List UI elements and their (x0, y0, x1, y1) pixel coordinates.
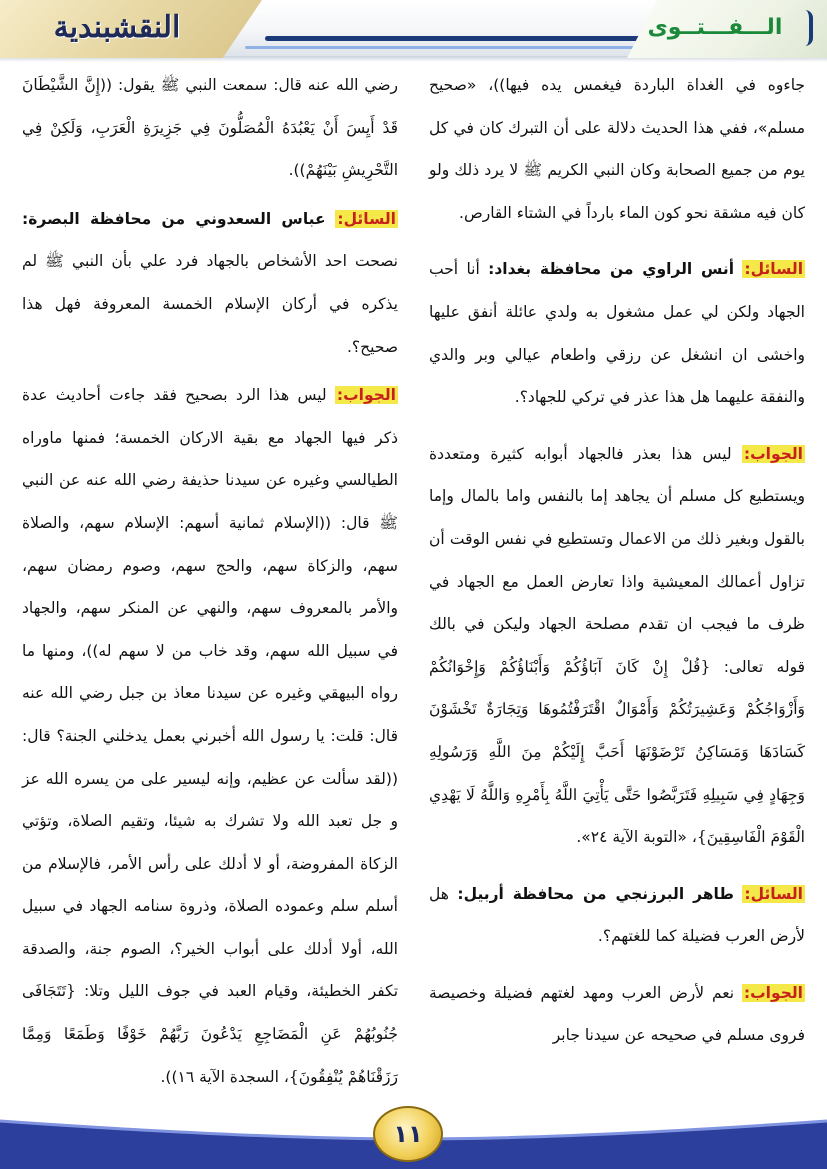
paragraph-text: رضي الله عنه قال: سمعت النبي ﷺ يقول: ((إِنَّ الشَّيْطَانَ قَدْ أَيِسَ أَنْ يَعْبُدَهُ الْمُصَلُّونَ فِي جَزِيرَةِ الْعَرَبِ، وَلَكِنْ فِي التَّحْرِيشِ بَيْنَهُمْ)). (22, 76, 398, 180)
asker-name: طاهر البرزنجي من محافظة أربيل: (457, 884, 734, 903)
continued-paragraph (429, 64, 805, 234)
left-column (22, 64, 398, 1098)
quran-verse: {قُلْ إِنْ كَانَ آبَاؤُكُمْ وَأَبْنَاؤُكُمْ وَإِخْوَانُكُمْ وَأَزْوَاجُكُمْ وَعَشِيرَتُكُمْ وَأَمْوَالٌ اقْتَرَفْتُمُوهَا وَتِجَارَةٌ تَخْشَوْنَ كَسَادَهَا وَمَسَاكِنُ تَرْضَوْنَهَا أَحَبَّ إِلَيْكُمْ مِنَ اللَّهِ وَرَسُولِهِ وَجِهَادٍ فِي سَبِيلِهِ فَتَرَبَّصُوا حَتَّى يَأْتِيَ اللَّهُ بِأَمْرِهِ وَاللَّهُ لَا يَهْدِي الْقَوْمَ الْفَاسِقِينَ} (429, 657, 805, 847)
answer-text: ليس هذا بعذر فالجهاد أبوابه كثيرة ومتعددة ويستطيع كل مسلم أن يجاهد إما بالنفس واما بالمال وإما بالقول وبغير ذلك من الاعمال وتستطيع في نفس الوقت أن تزاول أعمالك المعيشية واذا تعارض العمل مع الجهاد في ظرف ما فيجب ان تقدم مصلحة الجهاد وليكن في بالك قوله تعالى: (429, 444, 805, 676)
question-label: السائل: (337, 209, 396, 228)
verse-reference: ، «التوبة الآية ٢٤». (576, 828, 697, 847)
answer-label: الجواب: (336, 386, 396, 405)
question-text: أنا أحب الجهاد ولكن لي عمل مشغول به ولدي عائلة أنفق عليها واخشى ان انشغل عن رزقي واطعام عيالي وبر والدي والنفقة عليهما هل هذا عذر في تركي للجهاد؟. (429, 260, 805, 407)
verse-reference: ، السجدة الآية ١٦)). (160, 1067, 289, 1086)
question-block (429, 873, 805, 958)
answer-label: الجواب: (743, 983, 803, 1002)
question-label: السائل: (744, 884, 803, 903)
page-header (0, 0, 827, 62)
page-number-badge (373, 1106, 443, 1162)
question-label: السائل: (744, 260, 804, 279)
question-text: نصحت احد الأشخاص بالجهاد فرد علي بأن النبي ﷺ لم يذكره في أركان الإسلام الخمسة المعروفة فهل هذا صحيح؟. (22, 252, 398, 356)
page-footer (0, 1099, 827, 1169)
asker-name: عباس السعدوني من محافظة البصرة: (22, 209, 326, 228)
answer-text: نعم لأرض العرب ومهد لغتهم فضيلة وخصيصة فروى مسلم في صحيحه عن سيدنا جابر (429, 983, 805, 1045)
answer-block (429, 433, 805, 859)
question-block (22, 198, 398, 368)
answer-label: الجواب: (743, 444, 803, 463)
page-number: ١١ (393, 1120, 423, 1148)
quran-verse: {تَتَجَافَى جُنُوبُهُمْ عَنِ الْمَضَاجِعِ يَدْعُونَ رَبَّهُمْ خَوْفًا وَطَمَعًا وَمِمَّا رَزَقْنَاهُمْ يُنْفِقُونَ} (22, 982, 398, 1086)
answer-block (22, 374, 398, 1098)
question-text: هل لأرض العرب فضيلة كما للغتهم؟. (429, 884, 805, 946)
answer-block (429, 972, 805, 1057)
right-column (429, 64, 805, 1057)
paragraph-text: جاءوه في الغداة الباردة فيغمس يده فيها))، «صحيح مسلم»، ففي هذا الحديث دلالة على أن التبرك كان في كل يوم من جميع الصحابة وكان النبي الكريم ﷺ لا يرد ذلك ولو كان فيه مشقة نحو كون الماء بارداً في الشتاء القارص. (429, 76, 805, 222)
answer-text: ليس هذا الرد بصحيح فقد جاءت أحاديث عدة ذكر فيها الجهاد مع بقية الاركان الخمسة؛ فمنها ماوراه الطيالسي وغيره عن سيدنا حذيفة رضي الله عنه عن النبي ﷺ قال: ((الإسلام ثمانية أسهم: الإسلام سهم، والصلاة سهم، والزكاة سهم، والحج سهم، وصوم رمضان سهم، والأمر بالمعروف سهم، والنهي عن المنكر سهم، والجهاد في سبيل الله سهم، وقد خاب من لا سهم له))، ومنها ما رواه البيهقي وغيره عن سيدنا معاذ بن جبل رضي الله عنه قال: قلت: يا رسول الله أخبرني بعمل يدخلني الجنة؟ قال: ((لقد سألت عن عظيم، وإنه ليسير على من يسره الله عز و جل تعبد الله ولا تشرك به شيئا، وتقيم الصلاة، وتؤتي الزكاة المفروضة، أو لا أدلك على رأس الأمر، فالإسلام من أسلم سلم وعموده الصلاة، وذروة سنامه الجهاد في سبيل الله، أولا أدلك على أبواب الخير؟، الصوم جنة، والصدقة تكفر الخطيئة، وقيام العبد في جوف الليل وتلا: (22, 386, 399, 1001)
magazine-logo: النقشبندية (53, 10, 181, 45)
header-rule-accent (245, 46, 665, 49)
asker-name: أنس الراوي من محافظة بغداد: (488, 260, 735, 279)
header-rule (265, 36, 645, 41)
section-mark-icon (787, 10, 813, 46)
section-title: الـــفـــتــوى (647, 15, 783, 40)
question-block (429, 248, 805, 418)
continued-paragraph (22, 64, 398, 192)
